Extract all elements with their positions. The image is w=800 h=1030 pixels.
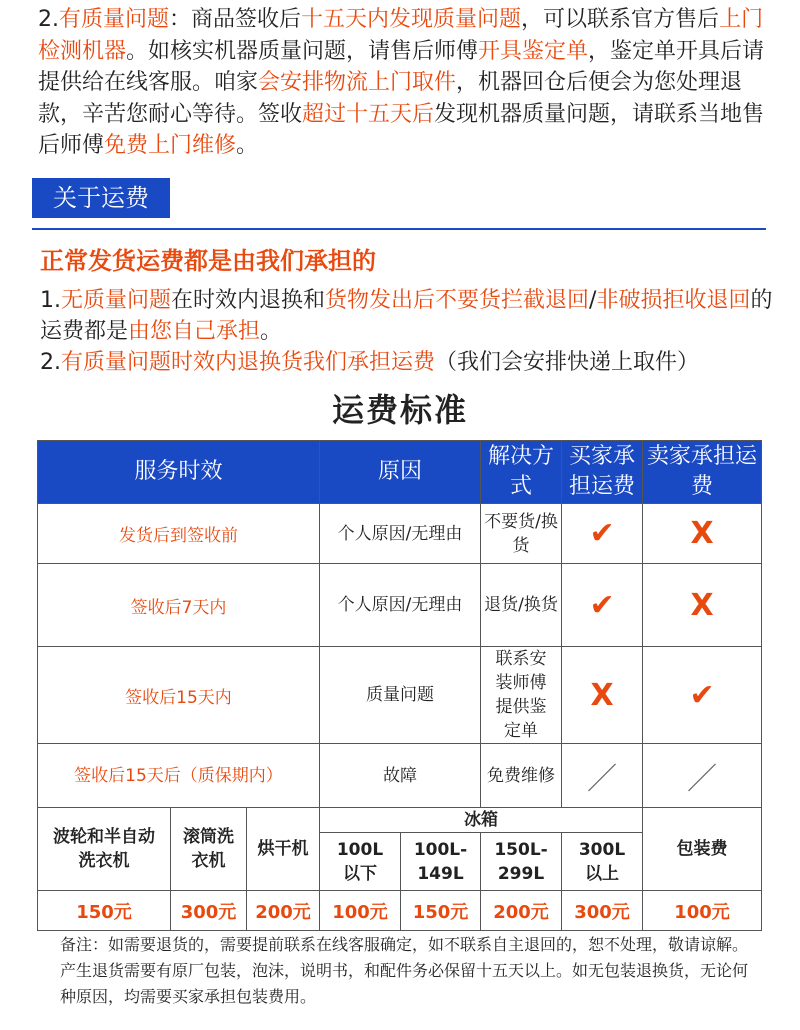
row2-solution: 退货/换货 [481, 564, 562, 647]
intro-highlight: 有质量问题 [59, 7, 170, 32]
freight-body [40, 285, 775, 378]
price-pulsator-washer: 150元 [38, 891, 171, 931]
freight-rule-1 [40, 285, 775, 347]
price-fridge-100-149l: 150元 [401, 891, 481, 931]
intro-text: 2. [38, 7, 59, 32]
fee-col-dryer: 烘干机 [247, 808, 320, 891]
freight-rule-text: 的运费都是 [40, 288, 773, 344]
row3-buyer-mark: X [562, 647, 643, 744]
row4-seller-mark: ／ [643, 744, 762, 808]
row2-time: 签收后7天内 [38, 564, 320, 647]
header-reason: 原因 [320, 441, 481, 504]
header-buyer-pays: 买家承担运费 [562, 441, 643, 504]
intro-highlight: 十五天内发现质量问题 [301, 7, 522, 32]
intro-text: ，可以联系官方售后 [521, 7, 720, 32]
intro-text: ，鉴定单开具后请提供给在线客服。咱家 [38, 38, 765, 95]
freight-rule-text: 1. [40, 288, 61, 313]
freight-rule-text: 。 [260, 319, 283, 344]
freight-rule-highlight: 非破损拒收退回 [596, 288, 751, 313]
intro-highlight: 开具鉴定单 [478, 38, 589, 64]
intro-highlight: 上门检测机器 [38, 7, 764, 64]
freight-rule-2 [40, 347, 775, 378]
freight-rule-text: 在时效内退换和 [171, 288, 326, 313]
row4-buyer-mark: ／ [562, 744, 643, 808]
freight-heading: 正常发货运费都是由我们承担的 [40, 247, 376, 275]
row3-time: 签收后15天内 [38, 647, 320, 744]
freight-rule-text: （我们会安排快递上取件） [435, 350, 700, 375]
fee-col-pulsator-washer: 波轮和半自动洗衣机 [38, 808, 171, 891]
section-tag-freight: 关于运费 [32, 178, 170, 218]
freight-rule-highlight: 有质量问题时效内退换货我们承担运费 [61, 350, 436, 375]
freight-rule-highlight: 无质量问题 [61, 288, 172, 313]
fee-col-packaging: 包装费 [643, 808, 762, 891]
price-dryer: 200元 [247, 891, 320, 931]
fee-col-fridge-300l-plus: 300L以上 [562, 833, 643, 891]
section-divider [32, 228, 766, 230]
price-drum-washer: 300元 [171, 891, 247, 931]
fee-col-drum-washer: 滚筒洗衣机 [171, 808, 247, 891]
remark-note: 备注：如需要退货的，需要提前联系在线客服确定，如不联系自主退回的，恕不处理，敬请谅解。产生退货需要有原厂包装，泡沫，说明书，和配件务必保留十五天以上。如无包装退换货，无论何种原因，均需要买家承担包装费用。 [60, 935, 749, 1006]
row1-reason: 个人原因/无理由 [320, 504, 481, 564]
header-seller-pays: 卖家承担运费 [643, 441, 762, 504]
row1-solution: 不要货/换货 [481, 504, 562, 564]
price-packaging: 100元 [643, 891, 762, 931]
freight-rule-text: / [589, 288, 597, 313]
row4-reason: 故障 [320, 744, 481, 808]
row1-buyer-mark: ✔ [562, 504, 643, 564]
freight-rule-highlight: 货物发出后不要货拦截退回 [325, 288, 590, 313]
row4-solution: 免费维修 [481, 744, 562, 808]
intro-highlight: 免费上门维修 [104, 133, 237, 158]
intro-text: 发现机器质量问题，请联系当地售后师傅 [38, 101, 765, 158]
row3-solution: 联系安装师傅提供鉴定单 [481, 647, 562, 744]
header-solution: 解决方式 [481, 441, 562, 504]
row2-reason: 个人原因/无理由 [320, 564, 481, 647]
intro-highlight: 会安排物流上门取件 [258, 70, 457, 95]
price-fridge-300l-plus: 300元 [562, 891, 643, 931]
quality-issue-paragraph [38, 4, 773, 162]
intro-text: 。如核实机器质量问题，请售后师傅 [126, 38, 479, 64]
price-fridge-150-299l: 200元 [481, 891, 562, 931]
intro-text: ，机器回仓后便会为您处理退款，辛苦您耐心等待。签收 [38, 70, 743, 127]
intro-text: 。 [236, 133, 259, 158]
fee-col-fridge-under-100l: 100L以下 [320, 833, 401, 891]
row1-time: 发货后到签收前 [38, 504, 320, 564]
fee-col-fridge-100-149l: 100L-149L [401, 833, 481, 891]
table-title: 运费标准 [331, 391, 468, 429]
header-service-time: 服务时效 [38, 441, 320, 504]
row1-seller-mark: X [643, 504, 762, 564]
intro-text: ：商品签收后 [169, 7, 302, 32]
freight-standard-table [37, 440, 762, 931]
row3-reason: 质量问题 [320, 647, 481, 744]
intro-highlight: 超过十五天后 [302, 101, 435, 127]
price-fridge-under-100l: 100元 [320, 891, 401, 931]
row2-buyer-mark: ✔ [562, 564, 643, 647]
freight-rule-text: 2. [40, 350, 61, 375]
row2-seller-mark: X [643, 564, 762, 647]
fee-col-fridge-150-299l: 150L-299L [481, 833, 562, 891]
row3-seller-mark: ✔ [643, 647, 762, 744]
freight-rule-highlight: 由您自己承担 [128, 319, 261, 344]
row4-time: 签收后15天后（质保期内） [38, 744, 320, 808]
fee-fridge-label: 冰箱 [320, 808, 643, 833]
